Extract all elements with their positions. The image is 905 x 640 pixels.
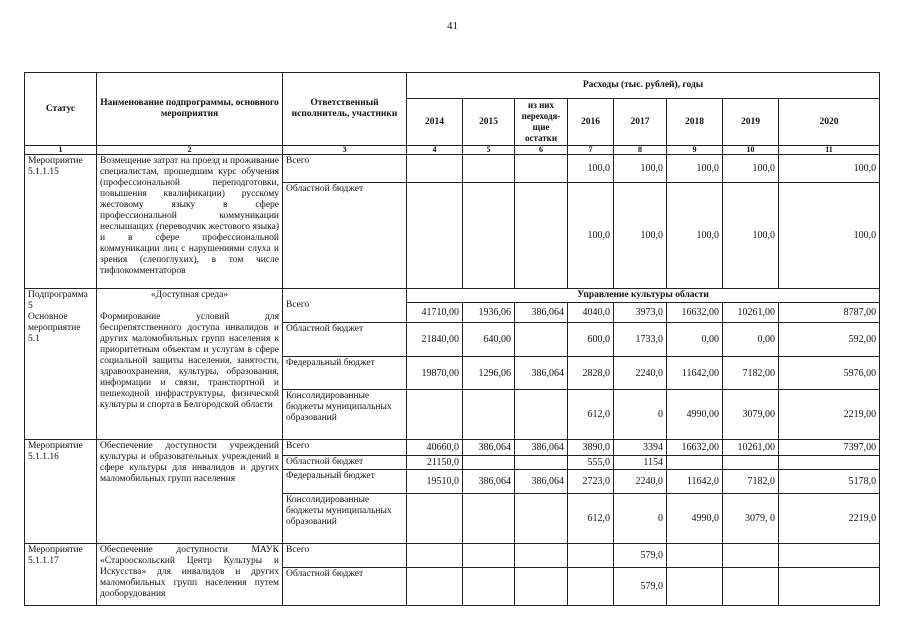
value-cell [667, 456, 723, 470]
value-cell: 640,00 [463, 323, 515, 357]
source-label: Областной бюджет [283, 568, 407, 606]
value-cell: 19510,0 [407, 470, 463, 494]
value-cell: 4040,0 [568, 303, 614, 323]
table-row [25, 544, 880, 568]
status-cell: Мероприятие 5.1.1.15 [25, 155, 97, 289]
year-2017-header: 2017 [614, 99, 667, 146]
value-cell: 100,0 [723, 183, 779, 289]
value-cell [515, 544, 568, 568]
source-label: Федеральный бюджет [283, 357, 407, 390]
value-cell: 579,0 [614, 544, 667, 568]
value-cell: 5976,00 [779, 357, 880, 390]
carryover-header: из них переходя-щие остатки [515, 99, 568, 146]
value-cell [667, 568, 723, 606]
value-cell: 100,0 [667, 183, 723, 289]
col-number: 6 [515, 146, 568, 155]
section-header: Управление культуры области [407, 289, 880, 303]
value-cell: 5178,0 [779, 470, 880, 494]
status-cell: Мероприятие 5.1.1.16 [25, 440, 97, 544]
value-cell: 0 [614, 390, 667, 440]
value-cell: 100,0 [667, 155, 723, 183]
value-cell: 2828,0 [568, 357, 614, 390]
year-2019-header: 2019 [723, 99, 779, 146]
value-cell: 3079,00 [723, 390, 779, 440]
value-cell: 386,064 [463, 470, 515, 494]
source-label: Консолидированные бюджеты муниципальных образований [283, 494, 407, 544]
budget-table [24, 72, 880, 606]
source-label: Всего [283, 155, 407, 183]
col-number: 11 [779, 146, 880, 155]
status-header: Статус [25, 73, 97, 146]
value-cell: 386,064 [515, 440, 568, 456]
source-label: Всего [283, 544, 407, 568]
value-cell: 592,00 [779, 323, 880, 357]
value-cell [463, 390, 515, 440]
value-cell: 386,064 [515, 470, 568, 494]
source-label: Областной бюджет [283, 323, 407, 357]
budget-table-sheet [24, 72, 879, 606]
value-cell [515, 390, 568, 440]
value-cell: 40660,0 [407, 440, 463, 456]
value-cell: 3973,0 [614, 303, 667, 323]
table-row [25, 289, 880, 303]
year-2016-header: 2016 [568, 99, 614, 146]
value-cell: 100,0 [779, 155, 880, 183]
value-cell [515, 494, 568, 544]
value-cell [515, 456, 568, 470]
name-cell: Возмещение затрат на проезд и проживание специалистам, прошедшим курс обучения (профессиональной переподготовки, повышения квалификации) русскому жестовому языку в сфере профессиональной коммуникации неслышащих (переводчик жестового языка) и в сфере профессиональной коммуникации лиц с нарушениями слуха и зрения (слепоглухих), в том числе тифлокомментаторов [97, 155, 283, 289]
name-header: Наименование подпрограммы, основного мероприятия [97, 73, 283, 146]
value-cell: 3079, 0 [723, 494, 779, 544]
value-cell [779, 568, 880, 606]
value-cell: 16632,00 [667, 440, 723, 456]
value-cell [463, 183, 515, 289]
value-cell: 2240,0 [614, 357, 667, 390]
value-cell: 16632,00 [667, 303, 723, 323]
value-cell: 2723,0 [568, 470, 614, 494]
year-2014-header: 2014 [407, 99, 463, 146]
value-cell: 386,064 [515, 303, 568, 323]
value-cell [463, 494, 515, 544]
value-cell: 11642,0 [667, 470, 723, 494]
value-cell [407, 390, 463, 440]
value-cell [463, 544, 515, 568]
value-cell [407, 494, 463, 544]
value-cell [407, 155, 463, 183]
year-2018-header: 2018 [667, 99, 723, 146]
value-cell: 1733,0 [614, 323, 667, 357]
source-label: Консолидированные бюджеты муниципальных образований [283, 390, 407, 440]
value-cell: 386,064 [515, 357, 568, 390]
name-cell [97, 289, 283, 440]
value-cell: 2240,0 [614, 470, 667, 494]
value-cell: 612,0 [568, 494, 614, 544]
table-row [25, 440, 880, 456]
value-cell: 386,064 [463, 440, 515, 456]
value-cell [515, 183, 568, 289]
value-cell: 41710,00 [407, 303, 463, 323]
value-cell: 7397,00 [779, 440, 880, 456]
source-label: Всего [283, 440, 407, 456]
value-cell: 100,0 [779, 183, 880, 289]
responsible-header: Ответственный исполнитель, участники [283, 73, 407, 146]
value-cell [463, 456, 515, 470]
column-number-row [25, 146, 880, 155]
name-cell: Обеспечение доступности учреждений культуры и образовательных учреждений в сфере культуры для инвалидов и других маломобильных групп населения [97, 440, 283, 544]
value-cell: 7182,00 [723, 357, 779, 390]
value-cell: 19870,00 [407, 357, 463, 390]
value-cell [463, 568, 515, 606]
value-cell: 7182,0 [723, 470, 779, 494]
value-cell: 21150,0 [407, 456, 463, 470]
value-cell: 100,0 [614, 183, 667, 289]
value-cell: 11642,00 [667, 357, 723, 390]
value-cell: 2219,00 [779, 390, 880, 440]
value-cell [779, 544, 880, 568]
value-cell: 2219,0 [779, 494, 880, 544]
value-cell: 0 [614, 494, 667, 544]
col-number: 10 [723, 146, 779, 155]
value-cell: 1154 [614, 456, 667, 470]
value-cell [407, 568, 463, 606]
value-cell: 100,0 [568, 183, 614, 289]
value-cell: 4990,0 [667, 494, 723, 544]
col-number: 7 [568, 146, 614, 155]
value-cell: 0,00 [723, 323, 779, 357]
value-cell [568, 568, 614, 606]
value-cell: 612,0 [568, 390, 614, 440]
col-number: 9 [667, 146, 723, 155]
value-cell: 100,0 [614, 155, 667, 183]
table-row [25, 155, 880, 183]
value-cell [723, 544, 779, 568]
value-cell [407, 544, 463, 568]
value-cell: 10261,00 [723, 440, 779, 456]
value-cell: 579,0 [614, 568, 667, 606]
value-cell: 100,0 [568, 155, 614, 183]
source-label: Областной бюджет [283, 456, 407, 470]
status-cell: Мероприятие 5.1.1.17 [25, 544, 97, 606]
source-label: Областной бюджет [283, 183, 407, 289]
source-label: Федеральный бюджет [283, 470, 407, 494]
value-cell [407, 183, 463, 289]
value-cell: 600,0 [568, 323, 614, 357]
value-cell: 3890,0 [568, 440, 614, 456]
value-cell: 1936,06 [463, 303, 515, 323]
status-cell: Подпрограмма 5 Основное мероприятие 5.1 [25, 289, 97, 440]
value-cell: 1296,06 [463, 357, 515, 390]
value-cell [568, 544, 614, 568]
value-cell [667, 544, 723, 568]
name-cell: Обеспечение доступности МАУК «Старооскольский Центр Культуры и Искусства» для инвалидов и других маломобильных групп населения путем дооборудования [97, 544, 283, 606]
value-cell [515, 323, 568, 357]
value-cell [463, 155, 515, 183]
year-2015-header: 2015 [463, 99, 515, 146]
value-cell: 3394 [614, 440, 667, 456]
value-cell: 0,00 [667, 323, 723, 357]
expenses-header: Расходы (тыс. рублей), годы [407, 73, 880, 99]
col-number: 4 [407, 146, 463, 155]
subprogram-title: «Доступная среда» [150, 290, 229, 300]
col-number: 8 [614, 146, 667, 155]
value-cell [515, 155, 568, 183]
value-cell: 8787,00 [779, 303, 880, 323]
value-cell: 555,0 [568, 456, 614, 470]
year-2020-header: 2020 [779, 99, 880, 146]
value-cell: 10261,00 [723, 303, 779, 323]
value-cell [515, 568, 568, 606]
page-number: 41 [447, 20, 458, 32]
col-number: 2 [97, 146, 283, 155]
value-cell: 21840,00 [407, 323, 463, 357]
col-number: 5 [463, 146, 515, 155]
subprogram-description: Формирование условий для беспрепятственного доступа инвалидов и других маломобильных групп населения к приоритетным объектам и услугам в сфере социальной защиты населения, занятости, здравоохранения, культуры, образования, информации и связи, транспортной и пешеходной инфраструктуры, физической культуры и спорта в Белгородской области [100, 312, 279, 410]
source-label: Всего [283, 289, 407, 323]
value-cell [723, 568, 779, 606]
col-number: 1 [25, 146, 97, 155]
value-cell: 100,0 [723, 155, 779, 183]
value-cell: 4990,00 [667, 390, 723, 440]
col-number: 3 [283, 146, 407, 155]
value-cell [723, 456, 779, 470]
value-cell [779, 456, 880, 470]
